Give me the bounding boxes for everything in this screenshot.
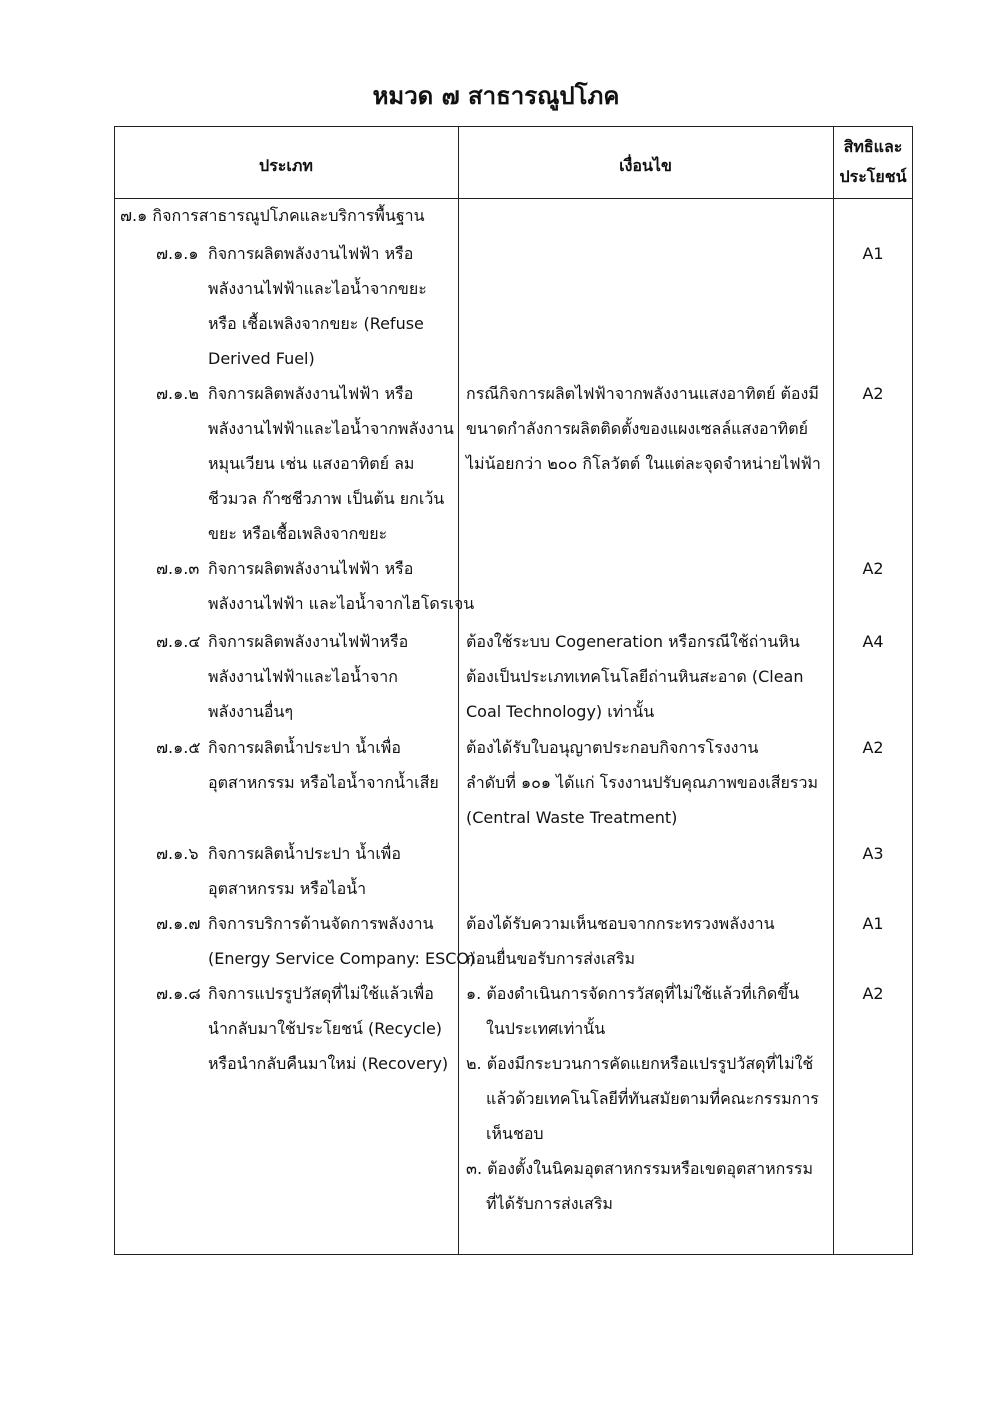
type-line: พลังงานอื่นๆ: [208, 702, 294, 721]
privilege-cell: A1: [862, 244, 884, 263]
header-type: ประเภท: [259, 156, 313, 175]
condition-item-line: เห็นชอบ: [486, 1124, 544, 1143]
condition-line: Coal Technology) เท่านั้น: [466, 702, 655, 721]
condition-item-line: ในประเทศเท่านั้น: [486, 1019, 606, 1038]
type-line: อุตสาหกรรม หรือไอน้ำจากน้ำเสีย: [208, 773, 439, 792]
condition-cell: [466, 376, 828, 481]
header-privilege: [833, 132, 913, 192]
table-row-type: [156, 624, 456, 729]
type-line: หรือนำกลับคืนมาใหม่ (Recovery): [208, 1054, 449, 1073]
condition-cell: [466, 976, 828, 1221]
type-line: กิจการบริการด้านจัดการพลังงาน: [208, 914, 434, 933]
row-number: ๗.๑.๔: [156, 632, 201, 651]
condition-item-line: ๒. ต้องมีกระบวนการคัดแยกหรือแปรรูปวัสดุที่ไม่ใช้: [466, 1054, 814, 1073]
row-number: ๗.๑.๘: [156, 984, 201, 1003]
type-line: (Energy Service Company: ESCO): [208, 949, 476, 968]
table-row-type: [156, 376, 456, 551]
header-privilege-line: สิทธิและ: [843, 137, 903, 156]
condition-line: (Central Waste Treatment): [466, 808, 678, 827]
table-row-type: [156, 551, 475, 621]
condition-line: ไม่น้อยกว่า ๒๐๐ กิโลวัตต์ ในแต่ละจุดจำหน่ายไฟฟ้า: [466, 454, 821, 473]
table-row-type: [156, 236, 456, 376]
privilege-cell: A2: [862, 984, 884, 1003]
header-condition: เงื่อนไข: [619, 156, 672, 175]
row-number: ๗.๑.๕: [156, 738, 201, 757]
condition-cell: [466, 906, 828, 976]
section-heading: [120, 198, 460, 233]
row-number: ๗.๑.๒: [156, 384, 199, 403]
privilege-cell: A3: [862, 844, 884, 863]
type-line: กิจการแปรรูปวัสดุที่ไม่ใช้แล้วเพื่อ: [208, 984, 434, 1003]
condition-cell: [466, 624, 828, 729]
condition-line: ต้องได้รับใบอนุญาตประกอบกิจการโรงงาน: [466, 738, 759, 757]
type-line: นำกลับมาใช้ประโยชน์ (Recycle): [208, 1019, 443, 1038]
privilege-cell: A2: [862, 559, 884, 578]
type-line: พลังงานไฟฟ้าและไอน้ำจาก: [208, 667, 398, 686]
section-label: กิจการสาธารณูปโภคและบริการพื้นฐาน: [152, 206, 425, 225]
privilege-cell: A2: [862, 384, 884, 403]
type-line: พลังงานไฟฟ้าและไอน้ำจากขยะ: [208, 279, 427, 298]
row-number: ๗.๑.๗: [156, 914, 201, 933]
condition-cell: [466, 730, 828, 835]
condition-line: ต้องได้รับความเห็นชอบจากกระทรวงพลังงาน: [466, 914, 775, 933]
condition-item-line: ที่ได้รับการส่งเสริม: [486, 1194, 613, 1213]
privilege-cell: A1: [862, 914, 884, 933]
privilege-cell: A4: [862, 632, 884, 651]
type-line: หมุนเวียน เช่น แสงอาทิตย์ ลม: [208, 454, 415, 473]
row-number: ๗.๑.๓: [156, 559, 200, 578]
table-row-type: [156, 906, 476, 976]
column-divider: [458, 126, 459, 1255]
section-number: ๗.๑: [120, 206, 148, 225]
type-line: อุตสาหกรรม หรือไอน้ำ: [208, 879, 367, 898]
type-line: ขยะ หรือเชื้อเพลิงจากขยะ: [208, 524, 388, 543]
column-divider: [833, 126, 834, 1255]
condition-line: ต้องเป็นประเภทเทคโนโลยีถ่านหินสะอาด (Clean: [466, 667, 804, 686]
type-line: พลังงานไฟฟ้าและไอน้ำจากพลังงาน: [208, 419, 454, 438]
type-line: Derived Fuel): [208, 349, 315, 368]
type-line: ชีวมวล ก๊าซชีวภาพ เป็นต้น ยกเว้น: [208, 489, 445, 508]
row-number: ๗.๑.๖: [156, 844, 199, 863]
type-line: กิจการผลิตพลังงานไฟฟ้า หรือ: [208, 559, 414, 578]
type-line: กิจการผลิตพลังงานไฟฟ้าหรือ: [208, 632, 409, 651]
page-title: หมวด ๗ สาธารณูปโภค: [372, 82, 620, 110]
type-line: กิจการผลิตน้ำประปา น้ำเพื่อ: [208, 844, 401, 863]
condition-line: ก่อนยื่นขอรับการส่งเสริม: [466, 949, 636, 968]
row-number: ๗.๑.๑: [156, 244, 199, 263]
condition-item-line: ๑. ต้องดำเนินการจัดการวัสดุที่ไม่ใช้แล้วที่เกิดขึ้น: [466, 984, 800, 1003]
privilege-cell: A2: [862, 738, 884, 757]
type-line: กิจการผลิตพลังงานไฟฟ้า หรือ: [208, 244, 414, 263]
condition-line: กรณีกิจการผลิตไฟฟ้าจากพลังงานแสงอาทิตย์ ต้องมี: [466, 384, 819, 403]
type-line: หรือ เชื้อเพลิงจากขยะ (Refuse: [208, 314, 424, 333]
condition-line: ลำดับที่ ๑๐๑ ได้แก่ โรงงานปรับคุณภาพของเสียรวม: [466, 773, 819, 792]
condition-line: ต้องใช้ระบบ Cogeneration หรือกรณีใช้ถ่านหิน: [466, 632, 800, 651]
condition-line: ขนาดกำลังการผลิตติดตั้งของแผงเซลล์แสงอาทิตย์: [466, 419, 808, 438]
condition-item-line: ๓. ต้องตั้งในนิคมอุตสาหกรรมหรือเขตอุตสาหกรรม: [466, 1159, 814, 1178]
condition-item-line: แล้วด้วยเทคโนโลยีที่ทันสมัยตามที่คณะกรรมการ: [486, 1089, 819, 1108]
header-privilege-line: ประโยชน์: [839, 167, 907, 186]
type-line: กิจการผลิตน้ำประปา น้ำเพื่อ: [208, 738, 401, 757]
type-line: กิจการผลิตพลังงานไฟฟ้า หรือ: [208, 384, 414, 403]
type-line: พลังงานไฟฟ้า และไอน้ำจากไฮโดรเจน: [208, 594, 475, 613]
table-row-type: [156, 836, 456, 906]
table-row-type: [156, 730, 456, 800]
table-row-type: [156, 976, 456, 1081]
